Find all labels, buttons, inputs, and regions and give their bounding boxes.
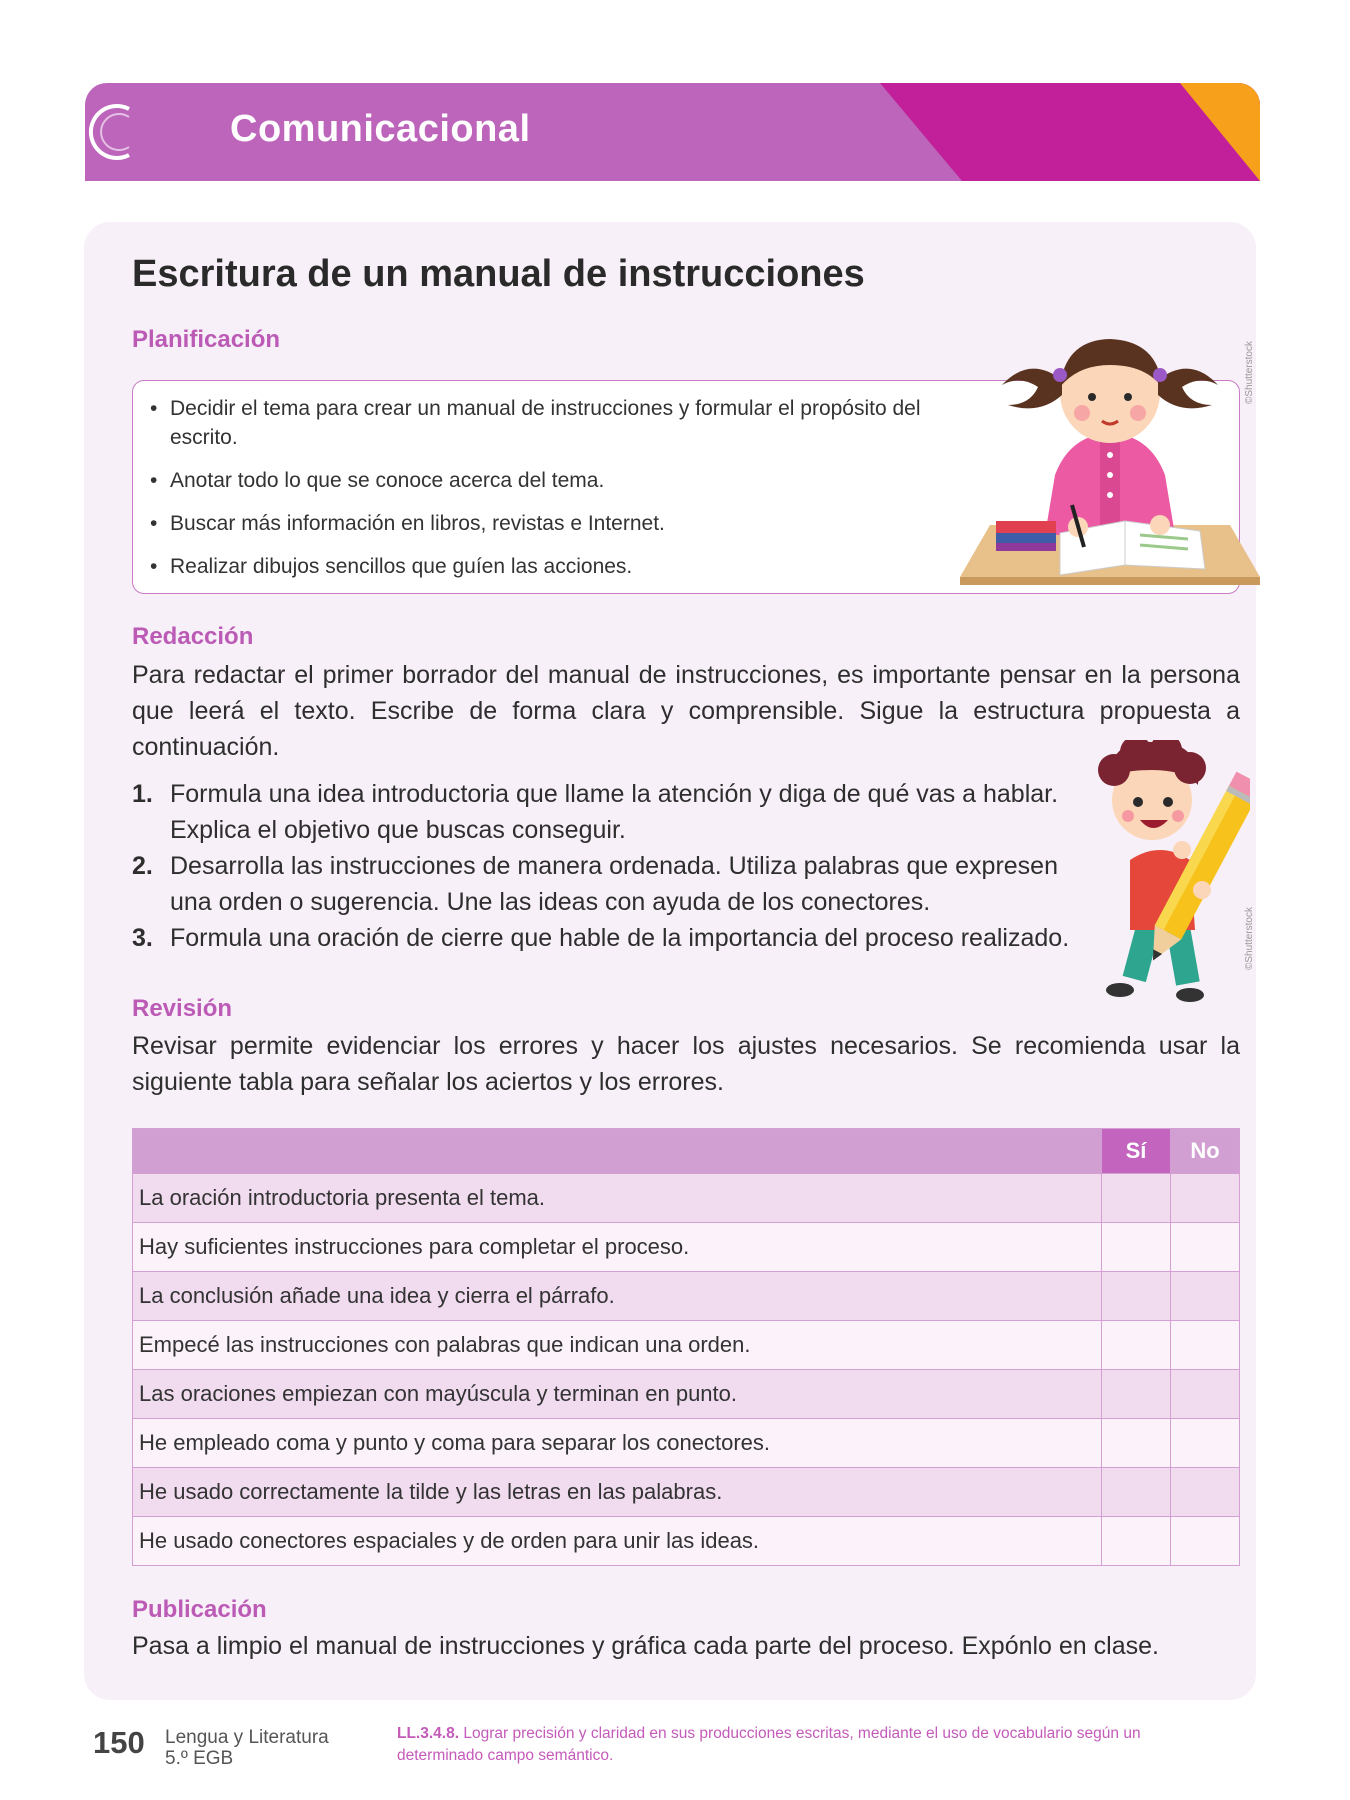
no-check-cell[interactable] <box>1171 1223 1240 1272</box>
step-text: Formula una idea introductoria que llame la atención y diga de qué vas a hablar. Explica el objetivo que buscas conseguir. <box>170 780 1059 844</box>
planificacion-heading: Planificación <box>132 326 281 353</box>
redaccion-text: Para redactar el primer borrador del manual de instrucciones, es importante pensar en la persona que leerá el texto. Escribe de forma clara y comprensible. Sigue la estructura propuesta a continuación. <box>132 661 1240 761</box>
step-text: Formula una oración de cierre que hable de la importancia del proceso realizado. <box>170 924 1070 952</box>
column-header-no: No <box>1171 1129 1240 1174</box>
table-header-blank <box>133 1129 1102 1174</box>
no-check-cell[interactable] <box>1171 1370 1240 1419</box>
list-item: • Anotar todo lo que se conoce acerca del tema. <box>150 466 970 495</box>
no-check-cell[interactable] <box>1171 1468 1240 1517</box>
criterion-cell: Las oraciones empiezan con mayúscula y terminan en punto. <box>133 1370 1102 1419</box>
yes-check-cell[interactable] <box>1102 1223 1171 1272</box>
step-number: 1. <box>132 780 153 808</box>
subject-name: Lengua y Literatura <box>165 1727 329 1748</box>
table-row <box>133 1223 1240 1272</box>
no-check-cell[interactable] <box>1171 1174 1240 1223</box>
revision-text: Revisar permite evidenciar los errores y hacer los ajustes necesarios. Se recomienda usar la siguiente tabla para señalar los aciertos y los errores. <box>132 1032 1240 1096</box>
step-number: 2. <box>132 852 153 880</box>
area-title: Comunicacional <box>230 108 531 150</box>
redaccion-steps <box>132 776 1102 956</box>
criterion-cell: La oración introductoria presenta el tema. <box>133 1174 1102 1223</box>
criterion-cell: He usado conectores espaciales y de orden para unir las ideas. <box>133 1517 1102 1566</box>
dua-badge <box>1040 20 1179 78</box>
table-row <box>133 1468 1240 1517</box>
page-number: 150 <box>93 1725 145 1760</box>
table-row <box>133 1370 1240 1419</box>
girl-writing-illustration <box>960 325 1260 585</box>
dua-badge-background <box>880 83 1260 181</box>
list-item <box>132 776 1102 848</box>
yes-check-cell[interactable] <box>1102 1517 1171 1566</box>
no-check-cell[interactable] <box>1171 1321 1240 1370</box>
yes-check-cell[interactable] <box>1102 1321 1171 1370</box>
image-credit: ©Shutterstock <box>1244 907 1255 970</box>
subject-info <box>165 1727 329 1769</box>
no-check-cell[interactable] <box>1171 1419 1240 1468</box>
table-row <box>133 1517 1240 1566</box>
planificacion-list <box>150 394 970 595</box>
table-header-row <box>133 1129 1240 1174</box>
column-header-yes: Sí <box>1102 1129 1171 1174</box>
list-item <box>132 920 1102 956</box>
publicacion-text: Pasa a limpio el manual de instrucciones y gráfica cada parte del proceso. Expónlo en clase. <box>132 1632 1159 1660</box>
criterion-cell: He empleado coma y punto y coma para separar los conectores. <box>133 1419 1102 1468</box>
dua-title: DUA <box>1072 21 1128 49</box>
list-item: • Decidir el tema para crear un manual de instrucciones y formular el propósito del escrito. <box>150 394 970 452</box>
redaccion-heading: Redacción <box>132 623 254 650</box>
criterion-cell: He usado correctamente la tilde y las letras en las palabras. <box>133 1468 1102 1517</box>
yes-check-cell[interactable] <box>1102 1370 1171 1419</box>
yes-check-cell[interactable] <box>1102 1419 1171 1468</box>
list-item: • Buscar más información en libros, revistas e Internet. <box>150 509 970 538</box>
table-row <box>133 1272 1240 1321</box>
standard-text: Lograr precisión y claridad en sus producciones escritas, mediante el uso de vocabulario según un determinado campo semántico. <box>397 1725 1141 1764</box>
revision-heading: Revisión <box>132 995 233 1022</box>
list-item <box>132 848 1102 920</box>
header-banner <box>85 83 1260 181</box>
curriculum-standard <box>397 1723 1217 1767</box>
step-text: Desarrolla las instrucciones de manera ordenada. Utiliza palabras que expresen una orden o sugerencia. Une las ideas con ayuda de los conectores. <box>170 852 1058 916</box>
image-credit: ©Shutterstock <box>1244 341 1255 404</box>
yes-check-cell[interactable] <box>1102 1468 1171 1517</box>
list-item: • Realizar dibujos sencillos que guíen las acciones. <box>150 552 970 581</box>
criterion-cell: Empecé las instrucciones con palabras que indican una orden. <box>133 1321 1102 1370</box>
dua-subtitle: Participación <box>1040 51 1179 76</box>
publicacion-heading: Publicación <box>132 1596 267 1623</box>
step-number: 3. <box>132 924 153 952</box>
boy-pencil-illustration <box>1090 740 1250 1010</box>
criterion-cell: Hay suficientes instrucciones para completar el proceso. <box>133 1223 1102 1272</box>
revision-checklist-table <box>132 1128 1240 1566</box>
standard-code: LL.3.4.8. <box>397 1725 460 1742</box>
no-check-cell[interactable] <box>1171 1272 1240 1321</box>
grade-level: 5.º EGB <box>165 1748 234 1769</box>
yes-check-cell[interactable] <box>1102 1272 1171 1321</box>
table-row <box>133 1321 1240 1370</box>
table-row <box>133 1419 1240 1468</box>
yes-check-cell[interactable] <box>1102 1174 1171 1223</box>
criterion-cell: La conclusión añade una idea y cierra el párrafo. <box>133 1272 1102 1321</box>
page-title: Escritura de un manual de instrucciones <box>132 253 865 295</box>
comunicacional-logo-icon <box>85 95 135 169</box>
table-row <box>133 1174 1240 1223</box>
no-check-cell[interactable] <box>1171 1517 1240 1566</box>
